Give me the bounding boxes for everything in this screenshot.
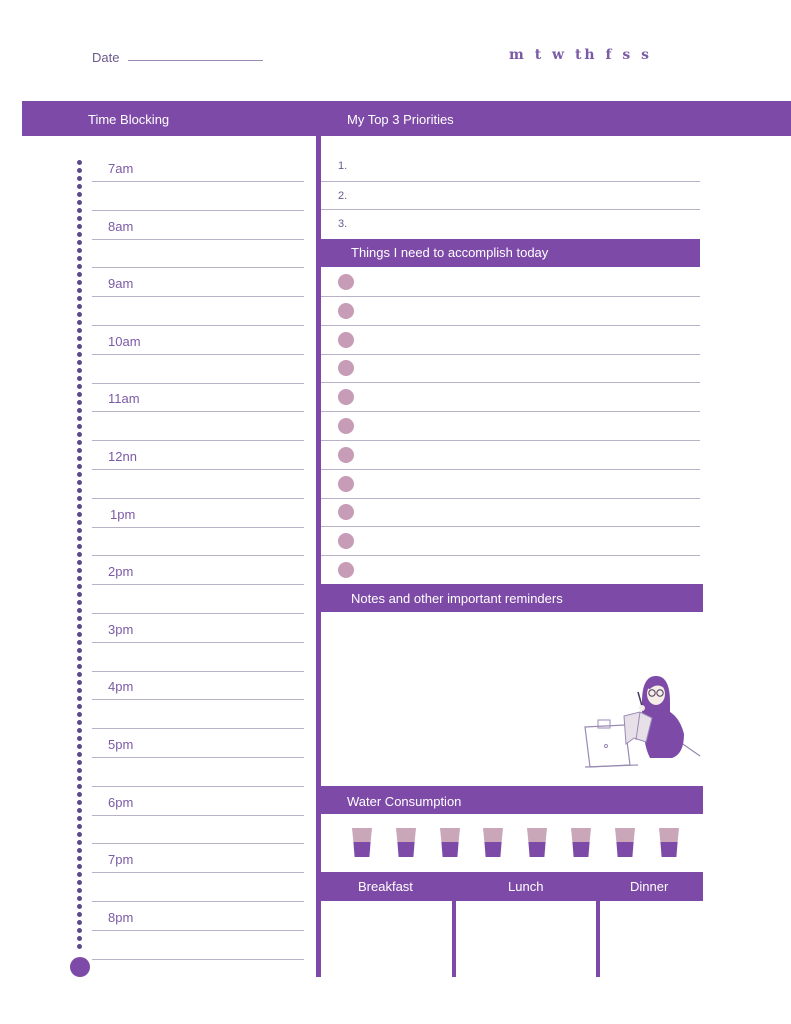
task-line[interactable] bbox=[321, 325, 700, 326]
timeline-dot bbox=[77, 512, 82, 517]
timeline-end-dot bbox=[70, 957, 90, 977]
time-slot-line[interactable] bbox=[92, 383, 304, 384]
timeline-dot bbox=[77, 896, 82, 901]
timeline-dot bbox=[77, 576, 82, 581]
time-slot-label: 7pm bbox=[108, 852, 134, 867]
timeline-dot bbox=[77, 752, 82, 757]
meal-lunch-label: Lunch bbox=[508, 879, 544, 894]
time-slot-label: 2pm bbox=[108, 564, 134, 579]
timeline-dot bbox=[77, 584, 82, 589]
time-slot-line[interactable] bbox=[92, 613, 304, 614]
timeline-dot bbox=[77, 560, 82, 565]
time-slot-line[interactable] bbox=[92, 210, 304, 211]
timeline-dot bbox=[77, 168, 82, 173]
timeline-dot bbox=[77, 232, 82, 237]
time-slot-line[interactable] bbox=[92, 959, 304, 960]
timeline-dot bbox=[77, 800, 82, 805]
timeline-dot bbox=[77, 832, 82, 837]
time-slot-line[interactable] bbox=[92, 930, 304, 931]
time-slot-line[interactable] bbox=[92, 642, 304, 643]
water-glass-icon[interactable] bbox=[396, 828, 416, 857]
time-slot-line[interactable] bbox=[92, 757, 304, 758]
timeline-dot bbox=[77, 776, 82, 781]
timeline-dot bbox=[77, 696, 82, 701]
timeline-dot bbox=[77, 520, 82, 525]
task-bullet-icon[interactable] bbox=[338, 274, 354, 290]
timeline-dot bbox=[77, 600, 82, 605]
time-slot-label: 7am bbox=[108, 161, 134, 176]
time-slot-label: 6pm bbox=[108, 795, 134, 810]
timeline-dot bbox=[77, 376, 82, 381]
task-bullet-icon[interactable] bbox=[338, 533, 354, 549]
time-slot-line[interactable] bbox=[92, 498, 304, 499]
water-glass-icon[interactable] bbox=[615, 828, 635, 857]
timeline-dot bbox=[77, 912, 82, 917]
timeline-dot bbox=[77, 824, 82, 829]
timeline-dot bbox=[77, 256, 82, 261]
timeline-dot bbox=[77, 456, 82, 461]
timeline-dot bbox=[77, 784, 82, 789]
task-line[interactable] bbox=[321, 498, 700, 499]
water-glass-icon[interactable] bbox=[527, 828, 547, 857]
task-line[interactable] bbox=[321, 526, 700, 527]
time-slot-line[interactable] bbox=[92, 411, 304, 412]
task-bullet-icon[interactable] bbox=[338, 360, 354, 376]
timeline-dot bbox=[77, 160, 82, 165]
timeline-dot bbox=[77, 656, 82, 661]
task-line[interactable] bbox=[321, 555, 700, 556]
priority-number: 3. bbox=[338, 218, 348, 230]
timeline-dot bbox=[77, 240, 82, 245]
timeline-dot bbox=[77, 536, 82, 541]
priority-number: 1. bbox=[338, 160, 348, 172]
time-slot-line[interactable] bbox=[92, 267, 304, 268]
timeline-dot bbox=[77, 208, 82, 213]
tasks-title: Things I need to accomplish today bbox=[321, 239, 700, 267]
timeline-dot bbox=[77, 360, 82, 365]
timeline-dot bbox=[77, 808, 82, 813]
timeline-dot bbox=[77, 440, 82, 445]
task-bullet-icon[interactable] bbox=[338, 303, 354, 319]
timeline-dot bbox=[77, 480, 82, 485]
timeline-dot bbox=[77, 200, 82, 205]
timeline-dot bbox=[77, 848, 82, 853]
timeline-dot bbox=[77, 760, 82, 765]
timeline-dot bbox=[77, 280, 82, 285]
priority-line[interactable] bbox=[321, 209, 700, 210]
timeline-dot bbox=[77, 384, 82, 389]
task-bullet-icon[interactable] bbox=[338, 447, 354, 463]
timeline-dot bbox=[77, 432, 82, 437]
timeline-dot bbox=[77, 648, 82, 653]
timeline-dot bbox=[77, 544, 82, 549]
water-glass-icon[interactable] bbox=[571, 828, 591, 857]
task-line[interactable] bbox=[321, 411, 700, 412]
task-line[interactable] bbox=[321, 354, 700, 355]
time-slot-label: 5pm bbox=[108, 737, 134, 752]
timeline-dot bbox=[77, 720, 82, 725]
timeline-dot bbox=[77, 608, 82, 613]
timeline-dot bbox=[77, 632, 82, 637]
timeline-dot bbox=[77, 672, 82, 677]
date-label: Date bbox=[92, 50, 120, 65]
timeline-dot bbox=[77, 552, 82, 557]
meal-breakfast-label: Breakfast bbox=[358, 879, 413, 894]
timeline-dot bbox=[77, 592, 82, 597]
timeline-dot bbox=[77, 856, 82, 861]
timeline-dot bbox=[77, 640, 82, 645]
task-line[interactable] bbox=[321, 296, 700, 297]
time-slot-line[interactable] bbox=[92, 872, 304, 873]
water-glass-icon[interactable] bbox=[352, 828, 372, 857]
timeline-dot bbox=[77, 712, 82, 717]
timeline-dot bbox=[77, 736, 82, 741]
timeline-dot bbox=[77, 792, 82, 797]
timeline-dot bbox=[77, 744, 82, 749]
timeline-dot bbox=[77, 400, 82, 405]
time-slot-line[interactable] bbox=[92, 671, 304, 672]
time-slot-line[interactable] bbox=[92, 239, 304, 240]
time-slot-label: 9am bbox=[108, 276, 134, 291]
timeline-dot bbox=[77, 624, 82, 629]
water-title: Water Consumption bbox=[321, 786, 703, 814]
task-line[interactable] bbox=[321, 382, 700, 383]
timeline-dot bbox=[77, 504, 82, 509]
water-glass-icon[interactable] bbox=[440, 828, 460, 857]
priority-line[interactable] bbox=[321, 181, 700, 182]
timeline-dot bbox=[77, 216, 82, 221]
timeline-dot bbox=[77, 272, 82, 277]
timeline-dot bbox=[77, 304, 82, 309]
timeline-dot bbox=[77, 928, 82, 933]
timeline-dot bbox=[77, 424, 82, 429]
timeline-dot bbox=[77, 288, 82, 293]
time-slot-label: 10am bbox=[108, 334, 141, 349]
timeline-dot bbox=[77, 840, 82, 845]
timeline-dot bbox=[77, 264, 82, 269]
timeline-dot bbox=[77, 880, 82, 885]
water-glass-icon[interactable] bbox=[483, 828, 503, 857]
timeline-dot bbox=[77, 392, 82, 397]
time-slot-line[interactable] bbox=[92, 901, 304, 902]
timeline-dot bbox=[77, 320, 82, 325]
dinner-field[interactable] bbox=[600, 901, 703, 977]
time-slot-line[interactable] bbox=[92, 181, 304, 182]
timeline-dot bbox=[77, 864, 82, 869]
timeline-dot bbox=[77, 704, 82, 709]
notes-title: Notes and other important reminders bbox=[321, 584, 703, 612]
time-slot-line[interactable] bbox=[92, 786, 304, 787]
timeline-dot bbox=[77, 680, 82, 685]
time-slot-line[interactable] bbox=[92, 699, 304, 700]
timeline-dot bbox=[77, 176, 82, 181]
time-slot-line[interactable] bbox=[92, 815, 304, 816]
timeline-dot bbox=[77, 416, 82, 421]
timeline-dot bbox=[77, 496, 82, 501]
task-bullet-icon[interactable] bbox=[338, 389, 354, 405]
timeline-dot bbox=[77, 936, 82, 941]
timeline-dot bbox=[77, 664, 82, 669]
time-slot-line[interactable] bbox=[92, 354, 304, 355]
timeline-dot bbox=[77, 728, 82, 733]
date-field[interactable] bbox=[128, 60, 263, 61]
timeline-dot bbox=[77, 408, 82, 413]
time-slot-label: 1pm bbox=[110, 507, 136, 522]
time-slot-label: 8pm bbox=[108, 910, 134, 925]
priorities-title: My Top 3 Priorities bbox=[347, 112, 454, 127]
timeline-dot bbox=[77, 568, 82, 573]
task-bullet-icon[interactable] bbox=[338, 504, 354, 520]
time-slot-label: 8am bbox=[108, 219, 134, 234]
time-slot-label: 4pm bbox=[108, 679, 134, 694]
timeline-dot bbox=[77, 248, 82, 253]
timeline-dot bbox=[77, 872, 82, 877]
time-slot-line[interactable] bbox=[92, 440, 304, 441]
timeline-dot bbox=[77, 616, 82, 621]
priority-number: 2. bbox=[338, 190, 348, 202]
timeline-dot bbox=[77, 472, 82, 477]
timeline-dot bbox=[77, 528, 82, 533]
task-bullet-icon[interactable] bbox=[338, 562, 354, 578]
timeline-dot bbox=[77, 920, 82, 925]
timeline-dot bbox=[77, 336, 82, 341]
task-line[interactable] bbox=[321, 440, 700, 441]
breakfast-field[interactable] bbox=[321, 901, 452, 977]
timeline-dot bbox=[77, 192, 82, 197]
timeline-dot bbox=[77, 688, 82, 693]
timeline-dot bbox=[77, 816, 82, 821]
timeline-dot bbox=[77, 344, 82, 349]
timeline-dot bbox=[77, 888, 82, 893]
meal-dinner-label: Dinner bbox=[630, 879, 669, 894]
lunch-field[interactable] bbox=[456, 901, 596, 977]
time-slot-label: 3pm bbox=[108, 622, 134, 637]
time-slot-line[interactable] bbox=[92, 296, 304, 297]
time-slot-line[interactable] bbox=[92, 843, 304, 844]
task-bullet-icon[interactable] bbox=[338, 332, 354, 348]
timeline-dot bbox=[77, 312, 82, 317]
timeline-dot bbox=[77, 328, 82, 333]
timeline-dot bbox=[77, 944, 82, 949]
timeline-dot bbox=[77, 448, 82, 453]
time-slot-line[interactable] bbox=[92, 555, 304, 556]
timeline-dot bbox=[77, 464, 82, 469]
timeline-dot bbox=[77, 904, 82, 909]
timeline-dot bbox=[77, 352, 82, 357]
task-line[interactable] bbox=[321, 469, 700, 470]
timeline-dot bbox=[77, 768, 82, 773]
time-slot-label: 11am bbox=[108, 391, 140, 406]
time-blocking-title: Time Blocking bbox=[88, 112, 170, 127]
task-bullet-icon[interactable] bbox=[338, 476, 354, 492]
time-slot-label: 12nn bbox=[108, 449, 137, 464]
timeline-dot bbox=[77, 368, 82, 373]
time-slot-line[interactable] bbox=[92, 527, 304, 528]
timeline-dot bbox=[77, 296, 82, 301]
woman-reading-icon bbox=[580, 672, 705, 772]
time-slot-line[interactable] bbox=[92, 584, 304, 585]
time-slot-line[interactable] bbox=[92, 469, 304, 470]
time-slot-line[interactable] bbox=[92, 728, 304, 729]
timeline-dot bbox=[77, 224, 82, 229]
timeline-dot bbox=[77, 184, 82, 189]
time-slot-line[interactable] bbox=[92, 325, 304, 326]
timeline-dot bbox=[77, 488, 82, 493]
task-bullet-icon[interactable] bbox=[338, 418, 354, 434]
weekday-selector[interactable]: m t w th f s s bbox=[509, 47, 653, 63]
water-glass-icon[interactable] bbox=[659, 828, 679, 857]
